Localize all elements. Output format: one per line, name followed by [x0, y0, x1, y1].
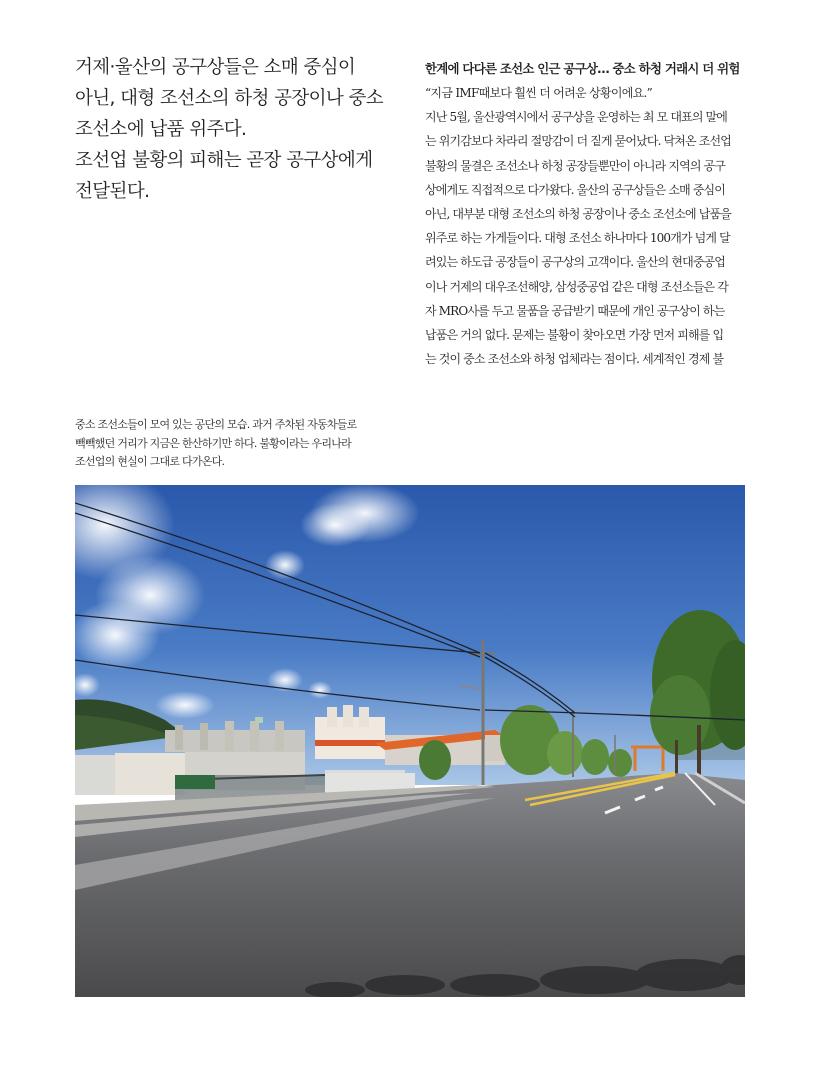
- pull-quote-line: 전달된다.: [75, 181, 150, 202]
- pull-quote-line: 거제·울산의 공구상들은 소매 중심이: [75, 57, 356, 78]
- article-column: [425, 57, 745, 371]
- article-body-line: 납품은 거의 없다. 문제는 불황이 찾아오면 가장 먼저 피해를 입: [425, 328, 724, 343]
- article-body-line: 는 위기감보다 차라리 절망감이 더 짙게 묻어났다. 닥쳐온 조선업: [425, 134, 731, 149]
- article-body-line: 자 MRO사를 두고 물품을 공급받기 때문에 개인 공구상이 하는: [425, 303, 725, 318]
- article-body-line: 위주로 하는 가게들이다. 대형 조선소 하나마다 100개가 넘게 달: [425, 231, 730, 246]
- photo-caption: [75, 416, 395, 472]
- article-body-line: 지난 5월, 울산광역시에서 공구상을 운영하는 최 모 대표의 말에: [425, 110, 728, 125]
- pull-quote: [75, 52, 385, 207]
- pull-quote-line: 아닌, 대형 조선소의 하청 공장이나 중소: [75, 88, 384, 109]
- caption-line: 조선업의 현실이 그대로 다가온다.: [75, 455, 225, 468]
- article-body-line: 불황의 물결은 조선소나 하청 공장들뿐만이 아니라 지역의 공구: [425, 158, 726, 173]
- article-body-line: 려있는 하도급 공장들이 공구상의 고객이다. 울산의 현대중공업: [425, 255, 726, 270]
- article-body-line: 상에게도 직접적으로 다가왔다. 울산의 공구상들은 소매 중심이: [425, 182, 726, 197]
- industrial-road-photo: [75, 485, 745, 997]
- article-body-line: 아닌, 대부분 대형 조선소의 하청 공장이나 중소 조선소에 납품을: [425, 207, 731, 222]
- article-opening-quote: “지금 IMF때보다 훨씬 더 어려운 상황이에요.”: [425, 86, 653, 100]
- article-body-line: 이나 거제의 대우조선해양, 삼성중공업 같은 대형 조선소들은 각: [425, 279, 729, 294]
- article-body-line: 는 것이 중소 조선소와 하청 업체라는 점이다. 세계적인 경제 불: [425, 352, 724, 367]
- pull-quote-line: 조선소에 납품 위주다.: [75, 119, 247, 140]
- article-subheadline: 한계에 다다른 조선소 인근 공구상… 중소 하청 거래시 더 위험: [425, 61, 740, 76]
- caption-line: 빽빽했던 거리가 지금은 한산하기만 하다. 불황이라는 우리나라: [75, 436, 351, 450]
- caption-line: 중소 조선소들이 모여 있는 공단의 모습. 과거 주차된 자동차들로: [75, 418, 357, 431]
- pull-quote-line: 조선업 불황의 피해는 곧장 공구상에게: [75, 150, 373, 171]
